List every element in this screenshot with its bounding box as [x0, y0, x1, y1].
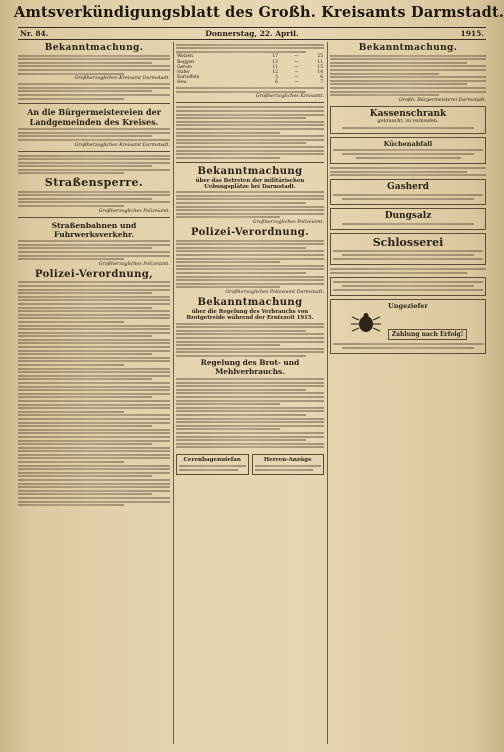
text-line: [176, 51, 306, 53]
advertisement: [330, 233, 486, 265]
signature: Großherzogliches Kreisamt Darmstadt.: [74, 142, 170, 148]
text-line: [18, 483, 170, 485]
text-line: [18, 346, 170, 348]
ad-title: Küchenabfall: [383, 139, 433, 148]
text-line: [176, 351, 324, 353]
text-line: [18, 285, 170, 287]
article-heading: Straßenbahnen und Fuhrwerksverkehr.: [51, 220, 137, 239]
issue-date: Donnerstag, 22. April.: [205, 29, 299, 38]
text-line: [18, 292, 152, 294]
text-line: [18, 382, 170, 384]
ad-title: Herren-Anzüge: [263, 457, 312, 464]
text-line: [18, 69, 170, 71]
text-line: [18, 422, 170, 424]
text-line: [18, 368, 170, 370]
price-cell: 7: [320, 80, 323, 86]
text-line: [18, 360, 170, 362]
text-line: [18, 375, 170, 377]
price-cell: 12: [272, 69, 278, 75]
article-heading: Bekanntmachung.: [44, 43, 144, 53]
advertisement: [330, 277, 486, 296]
text-line: [330, 73, 439, 75]
text-line: [330, 87, 486, 89]
ad-title: Dungsalz: [384, 210, 432, 221]
text-line: [176, 341, 324, 343]
text-line: [176, 385, 324, 387]
text-line: [330, 174, 486, 176]
text-line: [330, 83, 467, 85]
ad-title: Cerenbagenuiefan: [183, 457, 241, 464]
text-line: [176, 392, 324, 394]
text-line: [176, 268, 324, 270]
advertisement: [176, 454, 249, 475]
advertisement: [330, 179, 486, 205]
text-line: [18, 339, 170, 341]
text-line: [176, 240, 324, 242]
text-line: [176, 191, 324, 193]
price-table: [176, 54, 324, 85]
text-line: [176, 283, 324, 285]
text-line: [176, 344, 280, 346]
text-line: [18, 299, 170, 301]
advertisement: [330, 106, 486, 134]
text-line: [18, 90, 152, 92]
signature: Großh. Bürgermeisterei Darmstadt.: [398, 97, 486, 103]
text-line: [18, 400, 170, 402]
text-line: [18, 479, 170, 481]
text-line: [18, 139, 170, 141]
text-line: [18, 393, 170, 395]
text-line: [176, 124, 324, 126]
text-line: [18, 411, 124, 413]
text-line: [18, 73, 124, 75]
text-line: [18, 504, 124, 506]
text-line: [18, 414, 170, 416]
ad-title: Kassenschrank: [369, 108, 447, 119]
text-line: [176, 132, 280, 134]
text-line: [18, 317, 170, 319]
price-cell: 14: [317, 69, 323, 75]
issue-number: Nr. 84.: [20, 29, 49, 38]
column-rule: [327, 42, 328, 744]
text-line: [18, 432, 170, 434]
text-line: [176, 261, 280, 263]
text-line: [18, 303, 170, 305]
article-heading: Regelung des Brot- und Mehlverbrauchs.: [200, 358, 300, 377]
text-line: [330, 94, 439, 96]
text-line: [176, 355, 306, 357]
text-line: [176, 382, 324, 384]
text-line: [342, 223, 474, 225]
price-cell: Weizen: [177, 54, 193, 60]
article-subheading: über die Regelung des Verbrauchs von Brotgetreide während der Erntezeit 1915.: [186, 308, 314, 321]
text-line: [18, 201, 170, 203]
text-line: [18, 255, 170, 257]
text-line: [176, 337, 324, 339]
text-line: [176, 396, 324, 398]
text-line: [330, 58, 486, 60]
text-line: [18, 454, 170, 456]
text-line: [342, 285, 474, 287]
text-line: [18, 357, 170, 359]
text-line: [330, 171, 467, 173]
text-line: [18, 240, 170, 242]
text-line: [176, 400, 324, 402]
price-cell: 15: [317, 64, 323, 70]
text-line: [18, 461, 124, 463]
text-line: [18, 353, 152, 355]
signature: Großherzogliches Polizeiamt.: [98, 208, 170, 214]
signature: Großherzogliches Kreisamt Darmstadt.: [74, 76, 170, 82]
text-line: [18, 321, 124, 323]
text-line: [18, 162, 170, 164]
advertisement: [252, 454, 325, 475]
text-line: [18, 314, 170, 316]
article-heading: Polizei-Verordnung,: [34, 268, 154, 280]
text-line: [176, 439, 306, 441]
text-line: [342, 153, 474, 155]
text-line: [330, 80, 486, 82]
text-line: [18, 307, 152, 309]
text-line: [18, 468, 170, 470]
text-line: [18, 247, 152, 249]
signature: Großherzogliches Polizeiamt.: [98, 261, 170, 267]
text-line: [18, 310, 170, 312]
advertisement: [330, 137, 486, 165]
text-line: [176, 153, 324, 155]
text-line: [176, 243, 324, 245]
text-line: [18, 158, 170, 160]
text-line: [176, 436, 324, 438]
text-line: [176, 91, 306, 93]
column-left: [18, 42, 170, 746]
text-line: [18, 350, 170, 352]
ad-title: Ungeziefer: [388, 301, 428, 310]
text-line: [176, 198, 324, 200]
article-heading: Bekanntmachung: [197, 296, 303, 308]
text-line: [330, 55, 486, 57]
text-line: [176, 216, 280, 218]
signature: Großherzogliches Kreisamt.: [255, 94, 324, 100]
price-cell: Hafer: [177, 69, 190, 75]
text-line: [176, 135, 324, 137]
article-heading: Straßensperre.: [44, 176, 144, 190]
text-line: [18, 425, 152, 427]
article-heading: An die Bürgermeistereien der Landgemeinden des Kreises.: [27, 106, 161, 127]
price-cell: —: [294, 69, 299, 75]
price-cell: —: [294, 59, 299, 65]
text-line: [176, 121, 324, 123]
text-line: [179, 465, 246, 467]
text-line: [176, 279, 324, 281]
text-line: [176, 272, 306, 274]
text-line: [176, 425, 324, 427]
price-cell: 5: [275, 75, 278, 81]
text-line: [18, 328, 170, 330]
text-line: [330, 65, 486, 67]
text-line: [18, 443, 152, 445]
text-line: [18, 450, 170, 452]
ad-slogan: Zahlung nach Erfolg!: [388, 329, 468, 340]
article-subheading: über das Betreten der militärischen Uebungsplätze bei Darmstadt.: [195, 177, 305, 190]
text-line: [176, 254, 324, 256]
text-line: [330, 91, 486, 93]
masthead-title: Amtsverkündigungsblatt des Großh. Kreisamts Darmstadt.: [14, 4, 504, 21]
price-cell: 6: [275, 80, 278, 86]
price-cell: —: [294, 54, 299, 60]
article-heading: Bekanntmachung.: [358, 43, 458, 53]
issue-year: 1915.: [460, 29, 484, 38]
text-line: [18, 389, 170, 391]
text-line: [18, 165, 152, 167]
beetle-icon: [349, 312, 383, 334]
text-line: [176, 47, 324, 49]
text-line: [330, 167, 486, 169]
text-line: [18, 407, 170, 409]
text-line: [176, 446, 324, 448]
text-line: [176, 330, 306, 332]
text-line: [176, 443, 324, 445]
price-cell: —: [294, 75, 299, 81]
text-line: [18, 404, 170, 406]
text-line: [18, 83, 170, 85]
text-line: [18, 429, 170, 431]
text-line: [18, 325, 170, 327]
price-cell: —: [294, 64, 299, 70]
text-line: [176, 142, 306, 144]
text-line: [18, 386, 170, 388]
text-line: [18, 155, 170, 157]
text-line: [176, 258, 324, 260]
text-line: [18, 501, 170, 503]
price-cell: Heu: [177, 80, 187, 86]
text-line: [176, 128, 324, 130]
text-line: [18, 465, 170, 467]
text-line: [18, 205, 124, 207]
text-line: [356, 157, 461, 159]
text-line: [176, 87, 324, 89]
text-line: [176, 432, 324, 434]
text-line: [176, 389, 306, 391]
text-line: [18, 440, 170, 442]
text-line: [18, 475, 152, 477]
text-line: [18, 191, 170, 193]
text-line: [176, 326, 324, 328]
text-line: [18, 497, 170, 499]
text-line: [176, 421, 324, 423]
text-line: [176, 378, 324, 380]
column-middle: [176, 42, 324, 746]
text-line: [333, 258, 483, 260]
text-line: [18, 289, 170, 291]
text-line: [18, 172, 124, 174]
text-line: [18, 65, 170, 67]
text-line: [18, 371, 170, 373]
text-line: [176, 407, 324, 409]
price-cell: 11: [317, 59, 323, 65]
text-line: [18, 296, 170, 298]
text-line: [18, 98, 124, 100]
text-line: [176, 206, 324, 208]
text-line: [18, 447, 170, 449]
price-cell: Gerste: [177, 64, 192, 70]
text-line: [342, 198, 474, 200]
text-line: [176, 265, 324, 267]
text-line: [18, 58, 170, 60]
ad-title: Gasherd: [387, 182, 429, 193]
price-row: [176, 80, 324, 85]
price-cell: 6: [320, 75, 323, 81]
text-line: [18, 128, 170, 130]
price-cell: Roggen: [177, 59, 194, 65]
text-line: [18, 135, 152, 137]
text-line: [18, 472, 170, 474]
signature: Großherzogliches Polizeiamt.: [252, 220, 324, 226]
text-line: [333, 250, 483, 252]
text-line: [330, 268, 486, 270]
text-line: [176, 286, 280, 288]
text-line: [342, 347, 474, 349]
text-line: [18, 258, 124, 260]
ad-title: Schlosserei: [372, 235, 444, 249]
text-line: [255, 465, 322, 467]
price-cell: 17: [272, 54, 278, 60]
text-line: [176, 114, 324, 116]
text-line: [176, 348, 324, 350]
signature: Großherzogliches Polizeiamt Darmstadt.: [225, 289, 324, 295]
text-line: [18, 132, 170, 134]
text-line: [18, 396, 152, 398]
price-cell: —: [294, 80, 299, 86]
text-line: [176, 410, 324, 412]
text-line: [333, 343, 483, 345]
text-line: [176, 323, 324, 325]
price-cell: 13: [272, 59, 278, 65]
text-line: [179, 469, 238, 471]
text-line: [18, 87, 170, 89]
text-line: [176, 428, 280, 430]
text-line: [176, 195, 324, 197]
text-line: [18, 342, 170, 344]
text-line: [333, 149, 483, 151]
advertisement: [330, 299, 486, 354]
text-line: [330, 62, 467, 64]
text-line: [176, 157, 280, 159]
text-line: [333, 281, 483, 283]
text-line: [18, 194, 170, 196]
text-line: [333, 194, 483, 196]
article-heading: Bekanntmachung: [197, 165, 303, 177]
text-line: [176, 106, 324, 108]
text-line: [18, 244, 170, 246]
article-heading: Polizei-Verordnung.: [190, 227, 310, 239]
text-line: [176, 110, 324, 112]
text-line: [18, 335, 152, 337]
text-line: [176, 250, 324, 252]
text-line: [330, 69, 486, 71]
text-line: [18, 378, 152, 380]
ad-text: gebraucht, zu verkaufen.: [377, 118, 439, 124]
text-line: [18, 281, 170, 283]
text-line: [176, 44, 324, 46]
text-line: [176, 117, 306, 119]
text-line: [176, 414, 306, 416]
text-line: [18, 490, 170, 492]
price-cell: 25: [317, 54, 323, 60]
text-line: [176, 209, 324, 211]
text-line: [176, 213, 324, 215]
text-line: [18, 364, 124, 366]
dateline: [18, 27, 486, 40]
text-line: [18, 169, 170, 171]
text-line: [330, 272, 467, 274]
text-line: [333, 289, 483, 291]
text-line: [176, 202, 306, 204]
text-line: [330, 76, 486, 78]
text-line: [18, 94, 170, 96]
text-line: [176, 418, 324, 420]
text-line: [18, 55, 170, 57]
advertisement: [330, 208, 486, 230]
text-line: [18, 332, 170, 334]
column-rule: [173, 42, 174, 744]
text-line: [18, 251, 170, 253]
text-line: [342, 254, 474, 256]
text-line: [18, 436, 170, 438]
text-line: [176, 139, 324, 141]
text-line: [18, 418, 170, 420]
text-line: [18, 62, 152, 64]
column-right: [330, 42, 486, 746]
text-line: [18, 486, 170, 488]
text-line: [176, 333, 324, 335]
text-line: [176, 403, 280, 405]
text-line: [176, 276, 324, 278]
text-line: [176, 150, 324, 152]
text-line: [18, 493, 152, 495]
price-cell: Kartoffeln: [177, 75, 200, 81]
text-line: [18, 457, 170, 459]
text-line: [255, 469, 314, 471]
price-cell: 11: [272, 64, 278, 70]
text-line: [342, 127, 474, 129]
text-line: [176, 146, 324, 148]
text-line: [176, 247, 306, 249]
text-line: [18, 198, 152, 200]
